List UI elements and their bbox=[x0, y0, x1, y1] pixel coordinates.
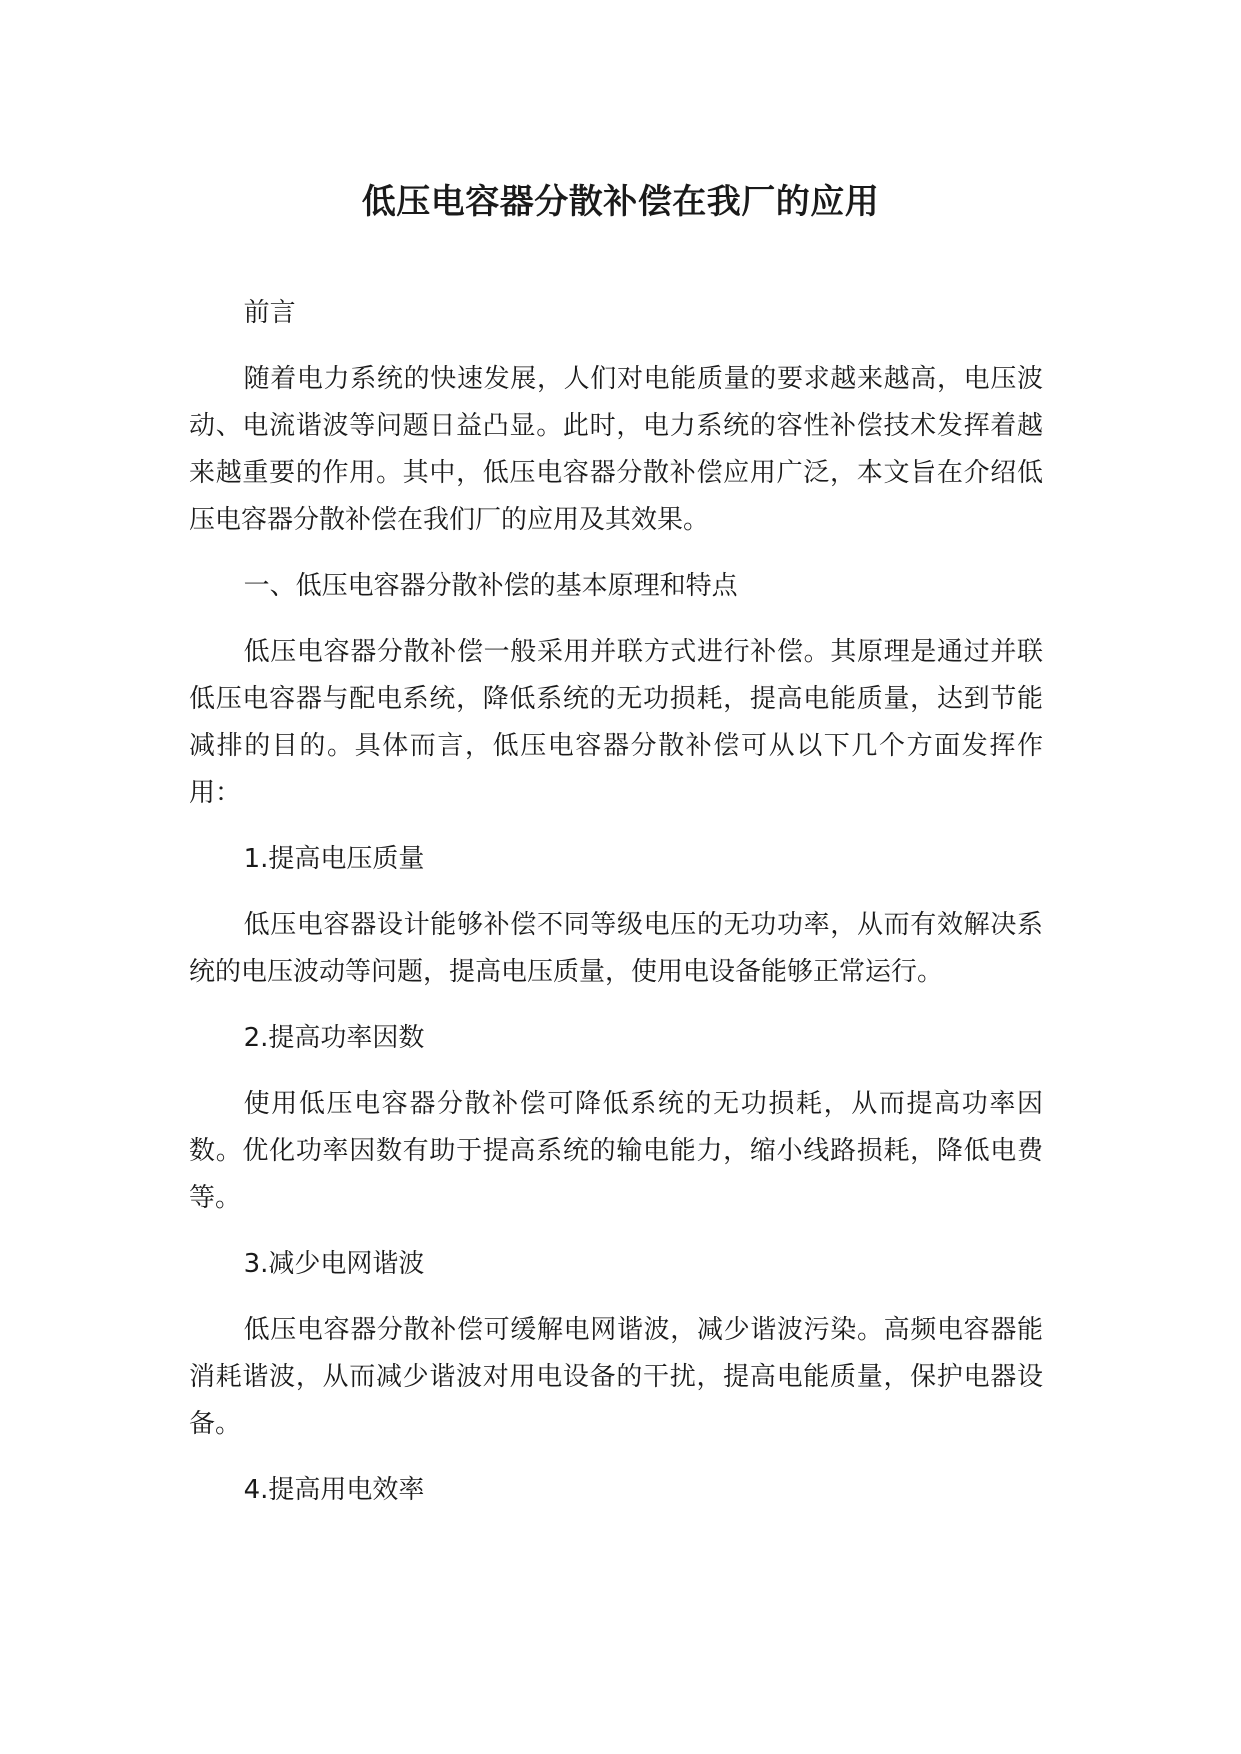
subheading-power-factor: 2.提高功率因数 bbox=[243, 1023, 425, 1053]
paragraph-principle: 低压电容器分散补偿一般采用并联方式进行补偿。其原理是通过并联低压电容器与配电系统，降低系统的无功损耗，提高电能质量，达到节能减排的目的。具体而言，低压电容器分散补偿可从以下几个方面发挥作用： bbox=[189, 637, 1043, 808]
section-heading-preface: 前言 bbox=[243, 298, 296, 328]
paragraph-intro: 随着电力系统的快速发展，人们对电能质量的要求越来越高，电压波动、电流谐波等问题日益凸显。此时，电力系统的容性补偿技术发挥着越来越重要的作用。其中，低压电容器分散补偿应用广泛，本文旨在介绍低压电容器分散补偿在我们厂的应用及其效果。 bbox=[189, 364, 1043, 535]
section-heading-principle: 一、低压电容器分散补偿的基本原理和特点 bbox=[243, 571, 738, 601]
document-title: 低压电容器分散补偿在我厂的应用 bbox=[361, 182, 880, 222]
subheading-efficiency: 4.提高用电效率 bbox=[243, 1475, 425, 1505]
subheading-harmonics: 3.减少电网谐波 bbox=[243, 1249, 425, 1279]
subheading-voltage-quality: 1.提高电压质量 bbox=[243, 844, 425, 874]
paragraph-power-factor: 使用低压电容器分散补偿可降低系统的无功损耗，从而提高功率因数。优化功率因数有助于提高系统的输电能力，缩小线路损耗，降低电费等。 bbox=[189, 1089, 1043, 1213]
paragraph-voltage-quality: 低压电容器设计能够补偿不同等级电压的无功功率，从而有效解决系统的电压波动等问题，提高电压质量，使用电设备能够正常运行。 bbox=[189, 910, 1043, 987]
document-body bbox=[189, 290, 1043, 1533]
paragraph-harmonics: 低压电容器分散补偿可缓解电网谐波，减少谐波污染。高频电容器能消耗谐波，从而减少谐波对用电设备的干扰，提高电能质量，保护电器设备。 bbox=[189, 1315, 1043, 1439]
